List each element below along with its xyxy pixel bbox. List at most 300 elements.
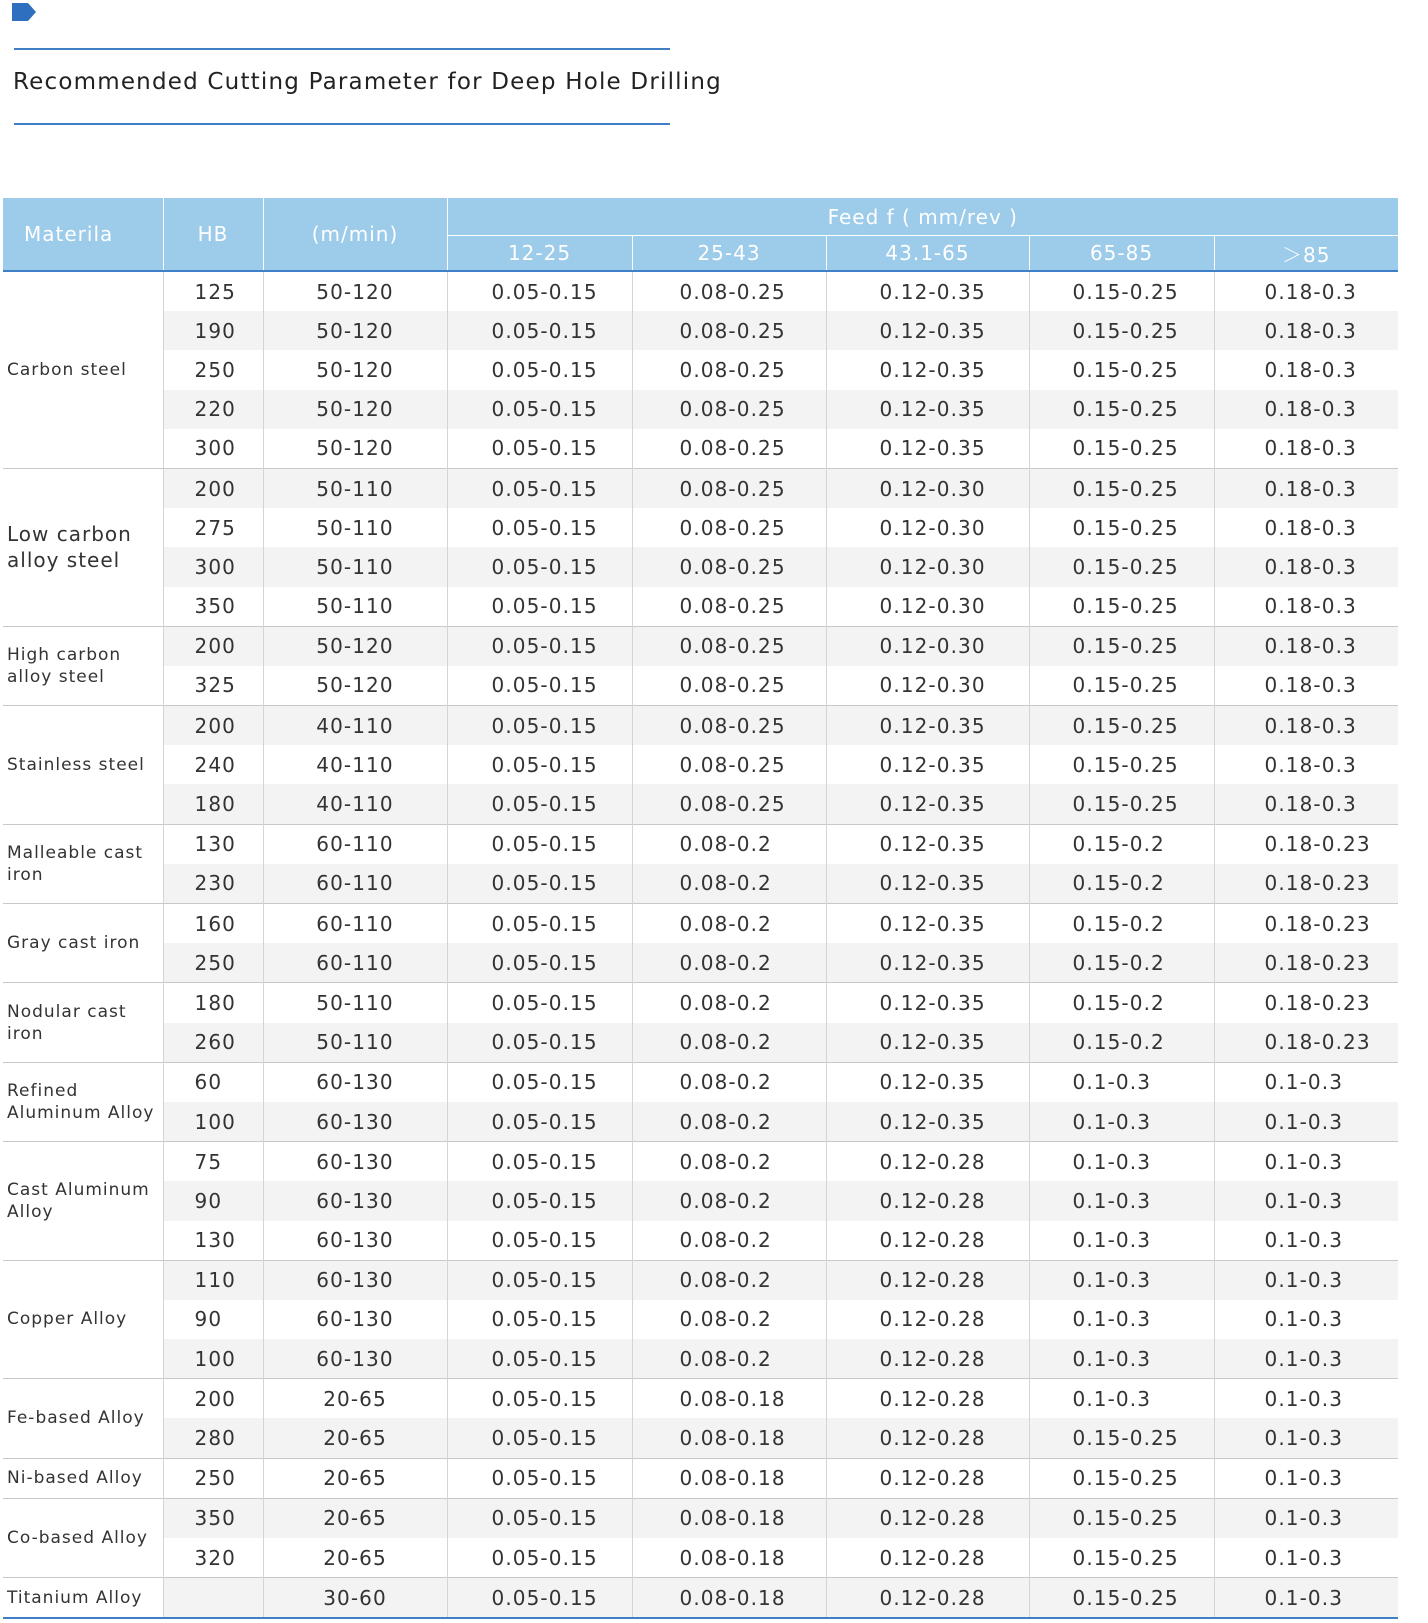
speed-cell: 40-110 — [263, 706, 447, 746]
material-cell: Ni-based Alloy — [3, 1458, 163, 1498]
feed-cell-65-85: 0.15-0.25 — [1029, 1458, 1214, 1498]
feed-cell-over-85: 0.1-0.3 — [1214, 1498, 1398, 1538]
table-body — [3, 271, 1398, 1618]
table-row — [3, 1379, 1398, 1419]
feed-cell-43-65: 0.12-0.30 — [826, 626, 1029, 666]
feed-cell-65-85: 0.15-0.25 — [1029, 587, 1214, 627]
table-row — [3, 1142, 1398, 1182]
hb-cell: 320 — [163, 1538, 263, 1578]
feed-cell-25-43: 0.08-0.25 — [632, 429, 826, 469]
table-row — [3, 904, 1398, 944]
speed-cell: 60-130 — [263, 1260, 447, 1300]
feed-cell-65-85: 0.15-0.25 — [1029, 745, 1214, 784]
feed-cell-12-25: 0.05-0.15 — [447, 904, 632, 944]
table-row — [3, 1181, 1398, 1220]
feed-cell-12-25: 0.05-0.15 — [447, 468, 632, 508]
feed-cell-over-85: 0.18-0.3 — [1264, 357, 1357, 382]
feed-cell-25-43: 0.08-0.25 — [632, 784, 826, 824]
hb-cell: 250 — [163, 943, 263, 983]
feed-cell-12-25: 0.05-0.15 — [447, 983, 632, 1023]
hb-cell: 60 — [163, 1062, 263, 1102]
hb-cell: 240 — [163, 745, 263, 784]
feed-cell-65-85: 0.15-0.25 — [1029, 1498, 1214, 1538]
hb-cell: 110 — [163, 1260, 263, 1300]
speed-cell: 60-130 — [263, 1339, 447, 1379]
feed-cell-65-85: 0.15-0.25 — [1029, 1418, 1214, 1458]
speed-cell: 20-65 — [263, 1418, 447, 1458]
table-row — [3, 508, 1398, 547]
feed-cell-43-65: 0.12-0.35 — [826, 1102, 1029, 1142]
hb-cell: 180 — [163, 784, 263, 824]
feed-cell-12-25: 0.05-0.15 — [447, 745, 632, 784]
feed-cell-25-43: 0.08-0.2 — [632, 1181, 826, 1220]
material-cell: Fe-based Alloy — [3, 1379, 163, 1458]
feed-cell-over-85: 0.18-0.23 — [1214, 943, 1398, 983]
hb-cell: 190 — [163, 311, 263, 350]
feed-cell-25-43: 0.08-0.25 — [632, 626, 826, 666]
feed-cell-65-85: 0.15-0.25 — [1029, 508, 1214, 547]
table-row — [3, 943, 1398, 983]
feed-cell-65-85: 0.1-0.3 — [1029, 1339, 1214, 1379]
hb-cell: 130 — [163, 824, 263, 864]
table-row — [3, 983, 1398, 1023]
feed-cell-65-85: 0.1-0.3 — [1029, 1260, 1214, 1300]
speed-cell: 50-110 — [263, 1023, 447, 1063]
feed-cell-65-85: 0.15-0.25 — [1029, 547, 1214, 586]
feed-cell-over-85: 0.18-0.3 — [1214, 706, 1398, 746]
material-cell: Titanium Alloy — [3, 1578, 163, 1619]
hb-cell: 75 — [163, 1142, 263, 1182]
feed-cell-65-85: 0.1-0.3 — [1029, 1142, 1214, 1182]
feed-cell-over-85: 0.18-0.23 — [1214, 864, 1398, 904]
speed-cell: 50-120 — [263, 271, 447, 311]
hb-cell: 125 — [163, 271, 263, 311]
hb-cell: 260 — [163, 1023, 263, 1063]
speed-cell: 60-110 — [263, 943, 447, 983]
feed-cell-65-85: 0.1-0.3 — [1029, 1300, 1214, 1339]
feed-cell-25-43: 0.08-0.18 — [632, 1578, 826, 1619]
header-feed: Feed f ( mm/rev ) — [447, 198, 1398, 236]
feed-cell-43-65: 0.12-0.35 — [826, 429, 1029, 469]
feed-cell-43-65: 0.12-0.28 — [826, 1498, 1029, 1538]
table-row — [3, 1538, 1398, 1578]
hb-cell: 250 — [163, 1458, 263, 1498]
speed-cell: 60-130 — [263, 1221, 447, 1261]
feed-cell-43-65: 0.12-0.30 — [826, 508, 1029, 547]
feed-cell-25-43: 0.08-0.2 — [632, 983, 826, 1023]
feed-cell-43-65: 0.12-0.30 — [826, 468, 1029, 508]
hb-cell — [163, 1578, 263, 1619]
feed-cell-over-85: 0.1-0.3 — [1214, 1458, 1398, 1498]
table-row — [3, 745, 1398, 784]
hb-cell: 200 — [163, 1379, 263, 1419]
material-cell: Cast Aluminum Alloy — [3, 1142, 163, 1261]
feed-cell-over-85: 0.1-0.3 — [1214, 1062, 1398, 1102]
speed-cell: 50-110 — [263, 468, 447, 508]
feed-cell-over-85: 0.1-0.3 — [1214, 1142, 1398, 1182]
table-row — [3, 1458, 1398, 1498]
feed-cell-12-25: 0.05-0.15 — [447, 429, 632, 469]
feed-cell-65-85: 0.15-0.25 — [1029, 1538, 1214, 1578]
speed-cell: 50-110 — [263, 508, 447, 547]
feed-cell-65-85: 0.15-0.25 — [1029, 626, 1214, 666]
feed-cell-12-25: 0.05-0.15 — [447, 1181, 632, 1220]
feed-cell-43-65: 0.12-0.30 — [826, 666, 1029, 706]
speed-cell: 20-65 — [263, 1458, 447, 1498]
feed-cell-over-85: 0.18-0.3 — [1214, 271, 1398, 311]
speed-cell: 60-110 — [263, 904, 447, 944]
feed-cell-65-85: 0.15-0.25 — [1029, 666, 1214, 706]
table-row — [3, 1023, 1398, 1063]
speed-cell: 20-65 — [263, 1538, 447, 1578]
feed-cell-over-85: 0.18-0.3 — [1214, 390, 1398, 429]
table-row — [3, 1339, 1398, 1379]
hb-cell: 275 — [163, 508, 263, 547]
table-row — [3, 706, 1398, 746]
feed-cell-over-85: 0.1-0.3 — [1264, 1307, 1344, 1332]
feed-cell-25-43: 0.08-0.2 — [632, 1023, 826, 1063]
feed-cell-12-25: 0.05-0.15 — [447, 1379, 632, 1419]
feed-cell-43-65: 0.12-0.35 — [826, 864, 1029, 904]
speed-cell: 50-110 — [263, 983, 447, 1023]
table-row — [3, 1221, 1398, 1261]
feed-cell-over-85: 0.1-0.3 — [1214, 1260, 1398, 1300]
speed-cell: 20-65 — [263, 1379, 447, 1419]
header-speed: (m/min) — [263, 198, 447, 271]
material-cell: Copper Alloy — [3, 1260, 163, 1379]
feed-cell-43-65: 0.12-0.35 — [826, 904, 1029, 944]
feed-cell-43-65: 0.12-0.28 — [826, 1418, 1029, 1458]
feed-cell-65-85: 0.1-0.3 — [1029, 1181, 1214, 1220]
feed-cell-43-65: 0.12-0.35 — [826, 983, 1029, 1023]
feed-cell-25-43: 0.08-0.25 — [632, 706, 826, 746]
speed-cell: 50-120 — [263, 666, 447, 706]
table-row — [3, 311, 1398, 350]
header-diameter-4: 65-85 — [1029, 236, 1214, 272]
feed-cell-over-85: 0.18-0.23 — [1214, 824, 1398, 864]
hb-cell: 130 — [163, 1221, 263, 1261]
table-row — [3, 1062, 1398, 1102]
feed-cell-43-65: 0.12-0.30 — [826, 547, 1029, 586]
feed-cell-25-43: 0.08-0.2 — [632, 1260, 826, 1300]
table-row — [3, 1260, 1398, 1300]
hb-cell: 200 — [163, 468, 263, 508]
feed-cell-over-85: 0.18-0.3 — [1264, 673, 1357, 698]
feed-cell-43-65: 0.12-0.28 — [826, 1300, 1029, 1339]
feed-cell-25-43: 0.08-0.18 — [632, 1538, 826, 1578]
feed-cell-25-43: 0.08-0.2 — [632, 824, 826, 864]
table-row — [3, 1578, 1398, 1619]
feed-cell-25-43: 0.08-0.2 — [632, 1142, 826, 1182]
hb-cell: 325 — [163, 666, 263, 706]
hb-cell: 350 — [163, 1498, 263, 1538]
feed-cell-65-85: 0.1-0.3 — [1029, 1062, 1214, 1102]
feed-cell-12-25: 0.05-0.15 — [447, 587, 632, 627]
header-diameter-1: 12-25 — [447, 236, 632, 272]
feed-cell-65-85: 0.15-0.2 — [1029, 1023, 1214, 1063]
hb-cell: 300 — [163, 547, 263, 586]
feed-cell-65-85: 0.15-0.25 — [1029, 390, 1214, 429]
feed-cell-65-85: 0.1-0.3 — [1029, 1221, 1214, 1261]
table-row — [3, 350, 1398, 389]
feed-cell-65-85: 0.15-0.25 — [1029, 784, 1214, 824]
speed-cell: 50-120 — [263, 626, 447, 666]
feed-cell-65-85: 0.15-0.25 — [1029, 350, 1214, 389]
feed-cell-65-85: 0.15-0.25 — [1029, 311, 1214, 350]
table-row — [3, 784, 1398, 824]
feed-cell-65-85: 0.15-0.25 — [1029, 706, 1214, 746]
feed-cell-43-65: 0.12-0.28 — [826, 1142, 1029, 1182]
feed-cell-12-25: 0.05-0.15 — [447, 1578, 632, 1619]
speed-cell: 50-110 — [263, 547, 447, 586]
material-cell: Refined Aluminum Alloy — [3, 1062, 163, 1141]
hb-cell: 100 — [163, 1102, 263, 1142]
table-row — [3, 468, 1398, 508]
feed-cell-over-85: 0.1-0.3 — [1264, 1228, 1344, 1253]
hb-cell: 100 — [163, 1339, 263, 1379]
speed-cell: 60-110 — [263, 864, 447, 904]
feed-cell-12-25: 0.05-0.15 — [447, 1498, 632, 1538]
feed-cell-over-85: 0.1-0.3 — [1214, 1578, 1398, 1619]
feed-cell-over-85: 0.18-0.3 — [1214, 784, 1398, 824]
material-cell: Gray cast iron — [3, 904, 163, 983]
feed-cell-25-43: 0.08-0.2 — [632, 1102, 826, 1142]
speed-cell: 60-130 — [263, 1181, 447, 1220]
table-row — [3, 547, 1398, 586]
feed-cell-12-25: 0.05-0.15 — [447, 1102, 632, 1142]
feed-cell-12-25: 0.05-0.15 — [447, 1339, 632, 1379]
feed-cell-12-25: 0.05-0.15 — [447, 824, 632, 864]
feed-cell-43-65: 0.12-0.35 — [826, 784, 1029, 824]
feed-cell-12-25: 0.05-0.15 — [447, 706, 632, 746]
feed-cell-25-43: 0.08-0.25 — [632, 666, 826, 706]
feed-cell-25-43: 0.08-0.25 — [632, 271, 826, 311]
feed-cell-over-85: 0.18-0.3 — [1264, 752, 1357, 777]
feed-cell-43-65: 0.12-0.35 — [826, 350, 1029, 389]
material-cell: Malleable cast iron — [3, 824, 163, 903]
table-row — [3, 1300, 1398, 1339]
feed-cell-65-85: 0.1-0.3 — [1029, 1102, 1214, 1142]
feed-cell-over-85: 0.18-0.3 — [1214, 547, 1398, 586]
feed-cell-25-43: 0.08-0.18 — [632, 1458, 826, 1498]
feed-cell-12-25: 0.05-0.15 — [447, 547, 632, 586]
feed-cell-43-65: 0.12-0.35 — [826, 390, 1029, 429]
feed-cell-over-85: 0.1-0.3 — [1214, 1102, 1398, 1142]
feed-cell-65-85: 0.15-0.25 — [1029, 271, 1214, 311]
feed-cell-65-85: 0.15-0.2 — [1029, 943, 1214, 983]
table-row — [3, 824, 1398, 864]
hb-cell: 200 — [163, 706, 263, 746]
feed-cell-over-85: 0.18-0.3 — [1264, 515, 1357, 540]
feed-cell-25-43: 0.08-0.25 — [632, 350, 826, 389]
feed-cell-43-65: 0.12-0.28 — [826, 1578, 1029, 1619]
feed-cell-25-43: 0.08-0.2 — [632, 1339, 826, 1379]
feed-cell-25-43: 0.08-0.18 — [632, 1498, 826, 1538]
table-row — [3, 271, 1398, 311]
feed-cell-12-25: 0.05-0.15 — [447, 350, 632, 389]
hb-cell: 200 — [163, 626, 263, 666]
feed-cell-over-85: 0.1-0.3 — [1214, 1181, 1398, 1220]
feed-cell-43-65: 0.12-0.30 — [826, 587, 1029, 627]
speed-cell: 60-110 — [263, 824, 447, 864]
feed-cell-12-25: 0.05-0.15 — [447, 390, 632, 429]
page-title: Recommended Cutting Parameter for Deep Hole Drilling — [13, 69, 722, 95]
feed-cell-12-25: 0.05-0.15 — [447, 626, 632, 666]
feed-cell-25-43: 0.08-0.2 — [632, 1300, 826, 1339]
feed-cell-43-65: 0.12-0.28 — [826, 1181, 1029, 1220]
feed-cell-over-85: 0.18-0.23 — [1214, 983, 1398, 1023]
feed-cell-25-43: 0.08-0.25 — [632, 390, 826, 429]
table-row — [3, 864, 1398, 904]
header-hb: HB — [163, 198, 263, 271]
feed-cell-25-43: 0.08-0.18 — [632, 1379, 826, 1419]
feed-cell-65-85: 0.15-0.25 — [1029, 468, 1214, 508]
table-row — [3, 1498, 1398, 1538]
table-bottom-rule — [3, 1618, 1398, 1619]
material-cell: Co-based Alloy — [3, 1498, 163, 1577]
feed-cell-over-85: 0.1-0.3 — [1214, 1339, 1398, 1379]
feed-cell-12-25: 0.05-0.15 — [447, 1062, 632, 1102]
table-row — [3, 1102, 1398, 1142]
feed-cell-43-65: 0.12-0.35 — [826, 1062, 1029, 1102]
feed-cell-43-65: 0.12-0.28 — [826, 1538, 1029, 1578]
feed-cell-43-65: 0.12-0.28 — [826, 1458, 1029, 1498]
feed-cell-65-85: 0.15-0.2 — [1029, 983, 1214, 1023]
feed-cell-12-25: 0.05-0.15 — [447, 1142, 632, 1182]
hb-cell: 230 — [163, 864, 263, 904]
feed-cell-over-85: 0.18-0.3 — [1214, 468, 1398, 508]
speed-cell: 50-120 — [263, 350, 447, 389]
header-diameter-2: 25-43 — [632, 236, 826, 272]
feed-cell-over-85: 0.18-0.3 — [1264, 594, 1357, 619]
material-cell: Low carbon alloy steel — [3, 468, 163, 626]
table-row — [3, 429, 1398, 469]
header-material: Materila — [3, 198, 163, 271]
hb-cell: 220 — [163, 390, 263, 429]
feed-cell-43-65: 0.12-0.35 — [826, 824, 1029, 864]
hb-cell: 90 — [163, 1181, 263, 1220]
hb-cell: 160 — [163, 904, 263, 944]
feed-cell-25-43: 0.08-0.2 — [632, 1062, 826, 1102]
feed-cell-25-43: 0.08-0.2 — [632, 864, 826, 904]
speed-cell: 50-120 — [263, 390, 447, 429]
feed-cell-12-25: 0.05-0.15 — [447, 1300, 632, 1339]
feed-cell-12-25: 0.05-0.15 — [447, 1221, 632, 1261]
speed-cell: 60-130 — [263, 1142, 447, 1182]
feed-cell-65-85: 0.15-0.2 — [1029, 824, 1214, 864]
hb-cell: 300 — [163, 429, 263, 469]
hb-cell: 250 — [163, 350, 263, 389]
hb-cell: 350 — [163, 587, 263, 627]
title-bottom-rule — [14, 123, 670, 125]
speed-cell: 50-120 — [263, 311, 447, 350]
feed-cell-43-65: 0.12-0.35 — [826, 706, 1029, 746]
feed-cell-12-25: 0.05-0.15 — [447, 864, 632, 904]
feed-cell-over-85: 0.1-0.3 — [1214, 1379, 1398, 1419]
header-diameter-5: ＞85 — [1214, 236, 1398, 272]
feed-cell-43-65: 0.12-0.35 — [826, 745, 1029, 784]
table-row — [3, 626, 1398, 666]
feed-cell-12-25: 0.05-0.15 — [447, 1458, 632, 1498]
feed-cell-12-25: 0.05-0.15 — [447, 1260, 632, 1300]
table-row — [3, 1418, 1398, 1458]
feed-cell-65-85: 0.15-0.25 — [1029, 429, 1214, 469]
feed-cell-12-25: 0.05-0.15 — [447, 1023, 632, 1063]
feed-cell-65-85: 0.1-0.3 — [1029, 1379, 1214, 1419]
feed-cell-12-25: 0.05-0.15 — [447, 1418, 632, 1458]
tag-arrow-icon — [12, 3, 38, 21]
feed-cell-43-65: 0.12-0.28 — [826, 1379, 1029, 1419]
feed-cell-25-43: 0.08-0.25 — [632, 587, 826, 627]
feed-cell-43-65: 0.12-0.35 — [826, 1023, 1029, 1063]
material-cell: High carbon alloy steel — [3, 626, 163, 705]
feed-cell-25-43: 0.08-0.2 — [632, 943, 826, 983]
feed-cell-12-25: 0.05-0.15 — [447, 271, 632, 311]
speed-cell: 60-130 — [263, 1062, 447, 1102]
feed-cell-over-85: 0.18-0.3 — [1214, 311, 1398, 350]
feed-cell-25-43: 0.08-0.25 — [632, 468, 826, 508]
hb-cell: 90 — [163, 1300, 263, 1339]
feed-cell-12-25: 0.05-0.15 — [447, 784, 632, 824]
feed-cell-65-85: 0.15-0.25 — [1029, 1578, 1214, 1619]
feed-cell-over-85: 0.18-0.3 — [1264, 436, 1357, 461]
feed-cell-25-43: 0.08-0.18 — [632, 1418, 826, 1458]
feed-cell-12-25: 0.05-0.15 — [447, 943, 632, 983]
feed-cell-43-65: 0.12-0.28 — [826, 1221, 1029, 1261]
table-row — [3, 587, 1398, 627]
feed-cell-25-43: 0.08-0.25 — [632, 547, 826, 586]
feed-cell-over-85: 0.18-0.23 — [1214, 904, 1398, 944]
speed-cell: 40-110 — [263, 745, 447, 784]
material-cell: Nodular cast iron — [3, 983, 163, 1062]
feed-cell-12-25: 0.05-0.15 — [447, 311, 632, 350]
feed-cell-over-85: 0.1-0.3 — [1214, 1418, 1398, 1458]
table-row — [3, 666, 1398, 706]
hb-cell: 180 — [163, 983, 263, 1023]
feed-cell-43-65: 0.12-0.35 — [826, 943, 1029, 983]
speed-cell: 50-120 — [263, 429, 447, 469]
title-top-rule — [14, 48, 670, 50]
header-diameter-3: 43.1-65 — [826, 236, 1029, 272]
speed-cell: 60-130 — [263, 1102, 447, 1142]
feed-cell-43-65: 0.12-0.28 — [826, 1260, 1029, 1300]
material-cell: Carbon steel — [3, 271, 163, 468]
feed-cell-25-43: 0.08-0.25 — [632, 508, 826, 547]
cutting-parameter-table — [3, 198, 1398, 1619]
feed-cell-65-85: 0.15-0.2 — [1029, 864, 1214, 904]
feed-cell-over-85: 0.18-0.3 — [1214, 626, 1398, 666]
feed-cell-12-25: 0.05-0.15 — [447, 508, 632, 547]
feed-cell-65-85: 0.15-0.2 — [1029, 904, 1214, 944]
speed-cell: 40-110 — [263, 784, 447, 824]
feed-cell-43-65: 0.12-0.35 — [826, 311, 1029, 350]
feed-cell-43-65: 0.12-0.28 — [826, 1339, 1029, 1379]
feed-cell-43-65: 0.12-0.35 — [826, 271, 1029, 311]
feed-cell-25-43: 0.08-0.2 — [632, 1221, 826, 1261]
feed-cell-over-85: 0.18-0.23 — [1214, 1023, 1398, 1063]
feed-cell-25-43: 0.08-0.25 — [632, 745, 826, 784]
feed-cell-25-43: 0.08-0.2 — [632, 904, 826, 944]
feed-cell-12-25: 0.05-0.15 — [447, 666, 632, 706]
hb-cell: 280 — [163, 1418, 263, 1458]
material-cell: Stainless steel — [3, 706, 163, 825]
speed-cell: 50-110 — [263, 587, 447, 627]
feed-cell-12-25: 0.05-0.15 — [447, 1538, 632, 1578]
feed-cell-over-85: 0.1-0.3 — [1264, 1545, 1344, 1570]
speed-cell: 30-60 — [263, 1578, 447, 1619]
speed-cell: 60-130 — [263, 1300, 447, 1339]
speed-cell: 20-65 — [263, 1498, 447, 1538]
